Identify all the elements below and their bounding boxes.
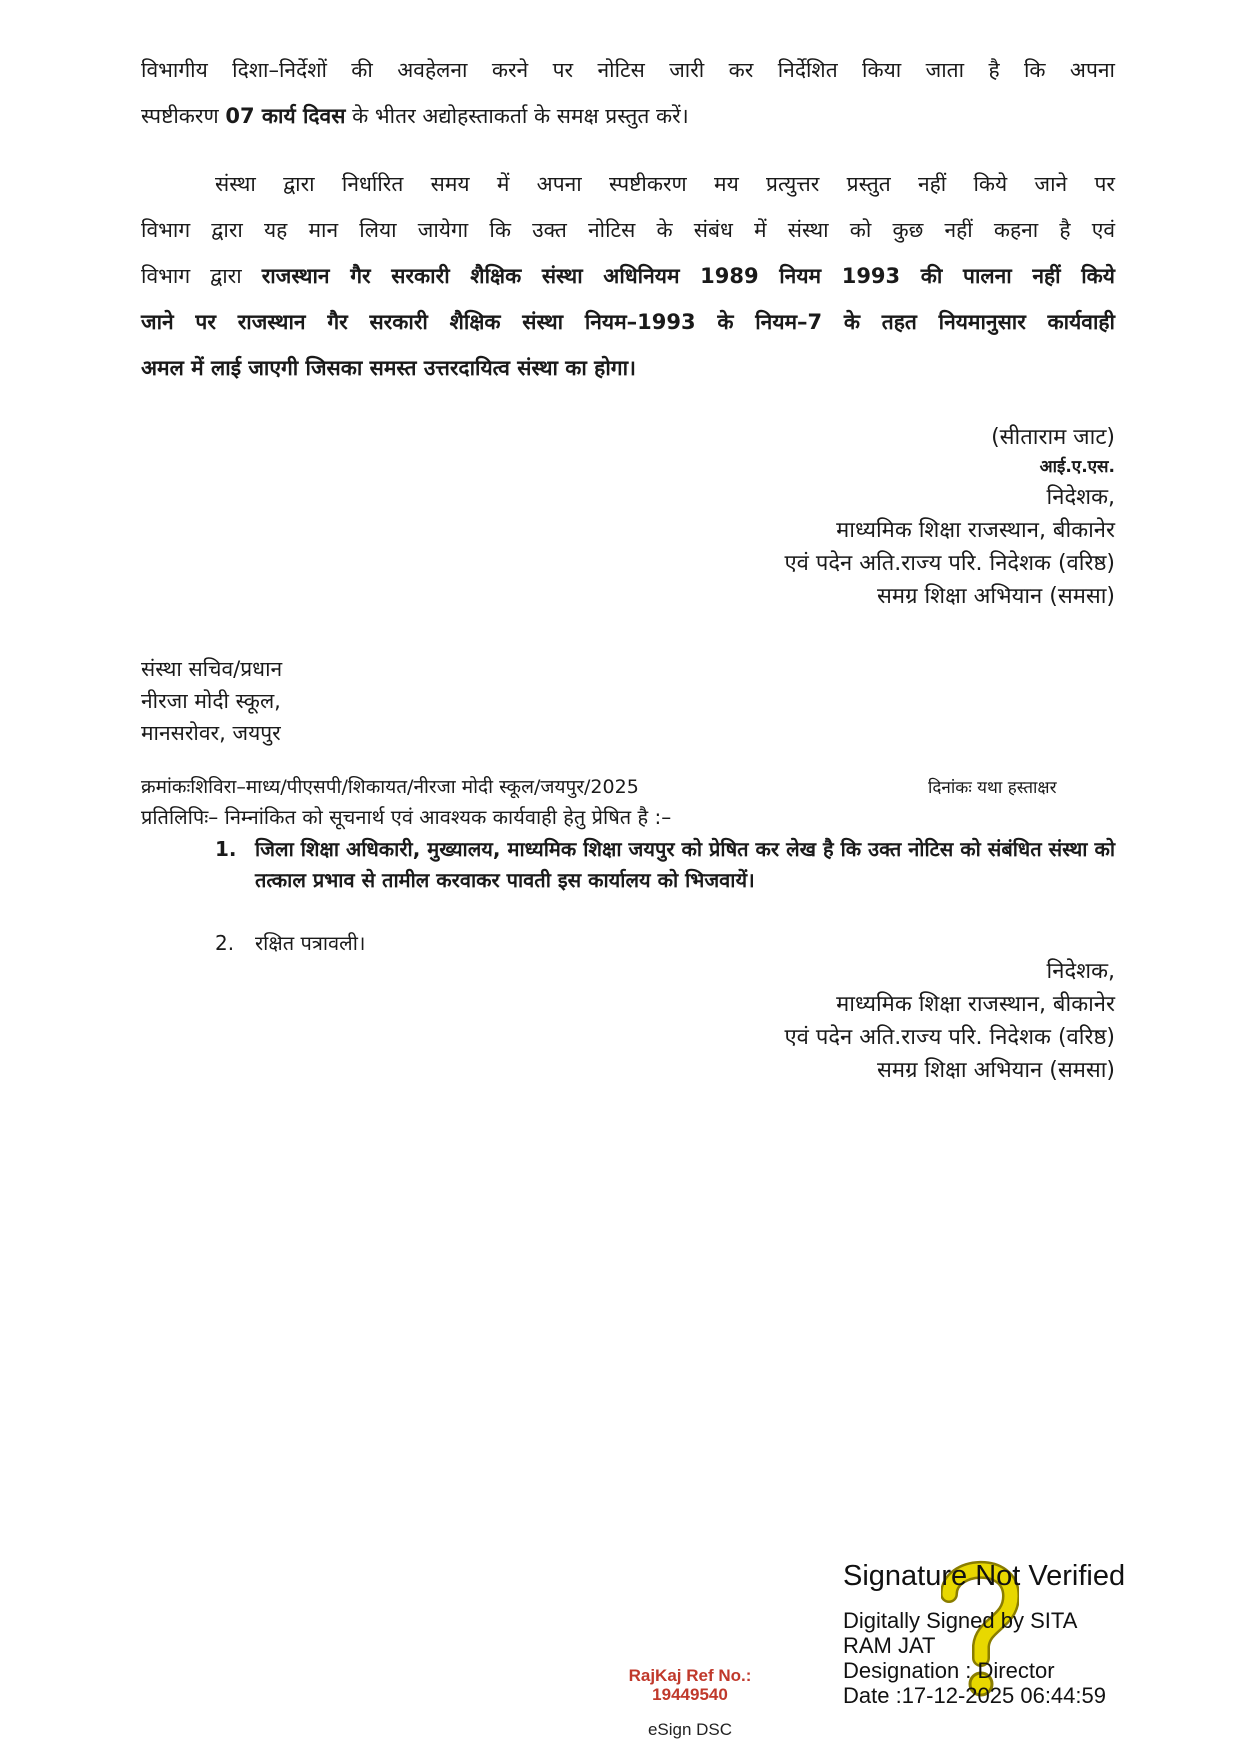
para2-text: विभाग द्वारा <box>141 264 262 288</box>
copy-to-item-text: रक्षित पत्रावली। <box>255 931 366 955</box>
addressee-line2: नीरजा मोदी स्कूल, <box>141 689 281 713</box>
para1-text: स्पष्टीकरण <box>141 104 226 128</box>
signed-by-line2: RAM JAT <box>843 1633 936 1658</box>
signatory-name: (सीताराम जाट) <box>991 425 1115 450</box>
esign-label: eSign DSC <box>647 1720 733 1739</box>
reference-date: दिनांकः यथा हस्ताक्षर <box>928 778 1057 798</box>
para2-line4: जाने पर राजस्थान गैर सरकारी शैक्षिक संस्था नियम–1993 के नियम–7 के तहत नियमानुसार कार्यवाही <box>141 310 1115 334</box>
para1-text-end: के भीतर अद्योहस्ताकर्ता के समक्ष प्रस्तुत करें। <box>345 104 689 128</box>
copy-to-intro: प्रतिलिपिः– निम्नांकित को सूचनार्थ एवं आवश्यक कार्यवाही हेतु प्रेषित है :– <box>141 805 672 829</box>
para2-act-reference: राजस्थान गैर सरकारी शैक्षिक संस्था अधिनियम 1989 नियम 1993 की पालना नहीं किये <box>261 264 1115 288</box>
reference-number: क्रमांकःशिविरा–माध्य/पीएसपी/शिकायत/नीरजा मोदी स्कूल/जयपुर/2025 <box>141 776 639 798</box>
signatory2-extra: एवं पदेन अति.राज्य परि. निदेशक (वरिष्ठ) <box>784 1025 1115 1050</box>
para2-line5: अमल में लाई जाएगी जिसका समस्त उत्तरदायित्व संस्था का होगा। <box>141 356 636 380</box>
signatory2-dept: माध्यमिक शिक्षा राजस्थान, बीकानेर <box>836 992 1115 1017</box>
addressee-line1: संस्था सचिव/प्रधान <box>141 657 283 681</box>
para1-line2 <box>141 102 689 130</box>
signatory-dept: माध्यमिक शिक्षा राजस्थान, बीकानेर <box>836 518 1115 543</box>
signatory-extra: एवं पदेन अति.राज्य परि. निदेशक (वरिष्ठ) <box>784 551 1115 576</box>
para2-line2: विभाग द्वारा यह मान लिया जायेगा कि उक्त नोटिस के संबंध में संस्था को कुछ नहीं कहना है एवं <box>141 218 1115 242</box>
copy-to-item-number: 2. <box>215 931 235 955</box>
signatory-ias: आई.ए.एस. <box>1039 457 1115 477</box>
signatory-post: निदेशक, <box>1046 485 1115 510</box>
para2-line3 <box>141 262 1115 290</box>
signer-designation: Designation : Director <box>843 1658 1055 1683</box>
signature-date: Date :17-12-2025 06:44:59 <box>843 1683 1106 1708</box>
rajkaj-ref-number: 19449540 <box>652 1685 728 1704</box>
addressee-line3: मानसरोवर, जयपुर <box>141 721 281 745</box>
para2-line1: संस्था द्वारा निर्धारित समय में अपना स्पष्टीकरण मय प्रत्युत्तर प्रस्तुत नहीं किये जाने पर <box>215 172 1115 196</box>
signatory2-scheme: समग्र शिक्षा अभियान (समसा) <box>877 1058 1115 1083</box>
signatory-scheme: समग्र शिक्षा अभियान (समसा) <box>877 584 1115 609</box>
para1-line1: विभागीय दिशा–निर्देशों की अवहेलना करने पर नोटिस जारी कर निर्देशित किया जाता है कि अपना <box>141 58 1115 82</box>
copy-to-item-text: जिला शिक्षा अधिकारी, मुख्यालय, माध्यमिक शिक्षा जयपुर को प्रेषित कर लेख है कि उक्त नोटिस को संबंधित संस्था को तत्काल प्रभाव से तामील करवाकर पावती इस कार्यालय को भिजवायें। <box>255 837 1115 892</box>
copy-to-item-number: 1. <box>215 837 237 861</box>
signed-by-line1: Digitally Signed by SITA <box>843 1608 1078 1633</box>
rajkaj-ref-label: RajKaj Ref No.: <box>628 1666 752 1685</box>
signature-status: Signature Not Verified <box>843 1560 1126 1592</box>
para1-deadline: 07 कार्य दिवस <box>225 104 346 128</box>
signatory2-post: निदेशक, <box>1046 959 1115 984</box>
